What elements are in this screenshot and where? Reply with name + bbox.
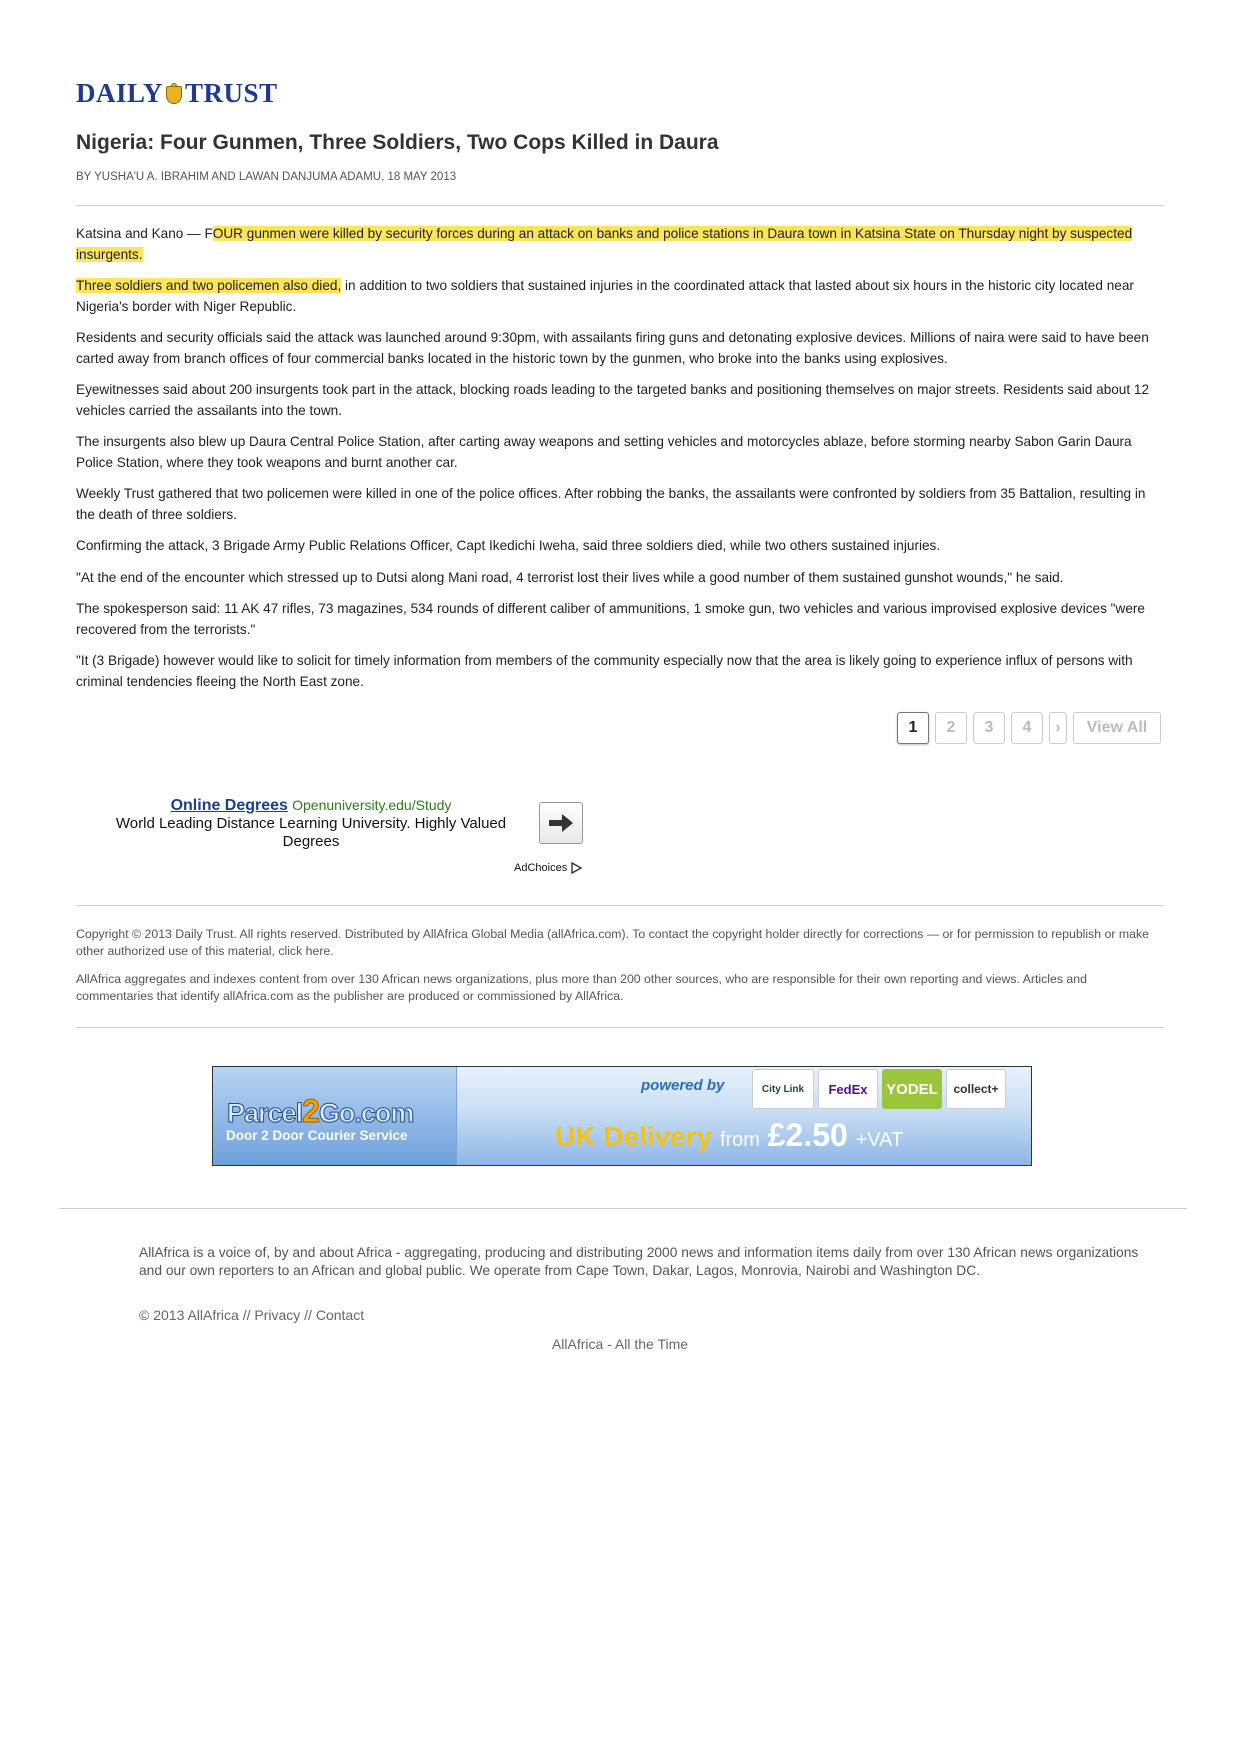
copyright-notice (76, 926, 1166, 1016)
offer-from: from (719, 1129, 760, 1151)
page-4-button[interactable]: 4 (1011, 712, 1043, 744)
paragraph (76, 276, 1166, 317)
logo-text-daily: DAILY (76, 78, 164, 108)
text-ad (96, 796, 526, 851)
article-byline: BY YUSHA'U A. IBRAHIM AND LAWAN DANJUMA ADAMU, 18 MAY 2013 (76, 171, 457, 183)
paragraph: Eyewitnesses said about 200 insurgents took part in the attack, blocking roads leading to the targeted banks and positioning themselves on major streets. Residents said about 12 vehicles carried the assailants into the town. (76, 382, 1150, 418)
divider (76, 1027, 1164, 1028)
paragraph-text: in addition to two soldiers that sustained injuries in the coordinated attack that lasted about six hours in the historic city located near Nigeria's border with Niger Republic. (76, 278, 1134, 314)
offer-vat: +VAT (855, 1129, 904, 1151)
carrier-citylink-logo: City Link (752, 1069, 814, 1109)
paragraph: "It (3 Brigade) however would like to solicit for timely information from members of the community especially now that the area is likely going to experience influx of persons with criminal tendencies fleeing the North East zone. (76, 653, 1133, 689)
parcel2go-banner-ad[interactable] (212, 1066, 1032, 1166)
highlighted-text: Three soldiers and two policemen also died, (76, 278, 342, 293)
banner-tagline: Door 2 Door Courier Service (226, 1128, 408, 1143)
divider (76, 205, 1164, 206)
footer-about: AllAfrica is a voice of, by and about Africa - aggregating, producing and distributing 2000 news and information items daily from over 130 African news organizations and our own reporters to an African and global public. We operate from Cape Town, Dakar, Lagos, Monrovia, Nairobi and Washington DC. (139, 1245, 1139, 1278)
divider (76, 905, 1164, 906)
paragraph: Confirming the attack, 3 Brigade Army Public Relations Officer, Capt Ikedichi Iweha, said three soldiers died, while two others sustained injuries. (76, 538, 941, 553)
footer-links (139, 1307, 364, 1323)
ad-link[interactable]: Online Degrees (170, 797, 288, 814)
offer-headline: UK Delivery (555, 1121, 713, 1152)
ad-go-button[interactable] (539, 802, 583, 844)
daily-trust-logo[interactable] (76, 78, 278, 109)
arrow-right-icon (548, 813, 574, 833)
carrier-yodel-logo: YODEL (882, 1069, 942, 1109)
brand-part: Parcel (227, 1098, 303, 1128)
carrier-collectplus-logo: collect+ (946, 1069, 1006, 1109)
offer-price: £2.50 (767, 1117, 848, 1153)
page-3-button[interactable]: 3 (973, 712, 1005, 744)
aggregation-note: AllAfrica aggregates and indexes content from over 130 African news organizations, plus more than 200 other sources, who are responsible for their own reporting and views. Articles and commentaries that identify allAfrica.com as the publisher are produced or commissioned by AllAfrica. (76, 972, 1087, 1003)
next-page-button[interactable]: › (1049, 712, 1067, 744)
brand-part: Go.com (318, 1098, 414, 1128)
paragraph (76, 224, 1166, 265)
brand-part: 2 (302, 1093, 319, 1129)
footer-tagline: AllAfrica - All the Time (551, 1336, 689, 1352)
separator: // (304, 1307, 312, 1323)
carrier-fedex-logo: FedEx (818, 1069, 878, 1109)
banner-brand-panel (213, 1067, 457, 1165)
paragraph: Residents and security officials said the attack was launched around 9:30pm, with assailants firing guns and detonating explosive devices. Millions of naira were said to have been carted away from branch offices of four commercial banks located in the historic town by the gunmen, who broke into the banks using explosives. (76, 330, 1149, 366)
contact-link[interactable]: Contact (315, 1307, 365, 1323)
powered-by-label: powered by (641, 1077, 725, 1094)
footer-divider (59, 1208, 1187, 1209)
view-all-button[interactable]: View All (1073, 712, 1161, 744)
separator: // (242, 1307, 251, 1323)
adchoices-link[interactable] (514, 862, 582, 874)
paragraph: Weekly Trust gathered that two policemen were killed in one of the police offices. After robbing the banks, the assailants were confronted by soldiers from 35 Battalion, resulting in the death of three soldiers. (76, 486, 1146, 522)
ad-description: World Leading Distance Learning University. Highly Valued Degrees (115, 815, 507, 850)
highlighted-text: OUR gunmen were killed by security forces during an attack on banks and police stations in Daura town in Katsina State on Thursday night by suspected insurgents. (76, 226, 1133, 262)
banner-brand (227, 1093, 413, 1130)
banner-offer (555, 1117, 903, 1154)
paragraph: The spokesperson said: 11 AK 47 rifles, 73 magazines, 534 rounds of different caliber of ammunitions, 1 smoke gun, two vehicles and various improvised explosive devices "were recovered from the terrorists." (76, 601, 1145, 637)
logo-text-trust: TRUST (185, 78, 278, 108)
coat-of-arms-icon (165, 83, 183, 105)
page-2-button[interactable]: 2 (935, 712, 967, 744)
adchoices-label: AdChoices (514, 862, 568, 874)
ad-url[interactable]: Openuniversity.edu/Study (292, 797, 452, 813)
privacy-link[interactable]: Privacy (254, 1307, 301, 1323)
article-body (76, 224, 1166, 703)
article-title: Nigeria: Four Gunmen, Three Soldiers, Two Cops Killed in Daura (76, 131, 719, 154)
copyright-text: Copyright © 2013 Daily Trust. All rights reserved. Distributed by AllAfrica Global Media (allAfrica.com). To contact the copyright holder directly for corrections — or for permission to republish or make other authorized use of this material, click here. (76, 927, 1149, 958)
page-1-button[interactable]: 1 (897, 712, 929, 744)
dateline: Katsina and Kano — F (76, 226, 213, 241)
paragraph: "At the end of the encounter which stressed up to Dutsi along Mani road, 4 terrorist lost their lives while a good number of them sustained gunshot wounds," he said. (76, 569, 1064, 585)
adchoices-icon (570, 862, 582, 874)
paragraph: The insurgents also blew up Daura Central Police Station, after carting away weapons and setting vehicles and motorcycles ablaze, before storming nearby Sabon Garin Daura Police Station, where they took weapons and burnt another car. (76, 434, 1132, 470)
footer-copyright: © 2013 AllAfrica (139, 1307, 239, 1323)
